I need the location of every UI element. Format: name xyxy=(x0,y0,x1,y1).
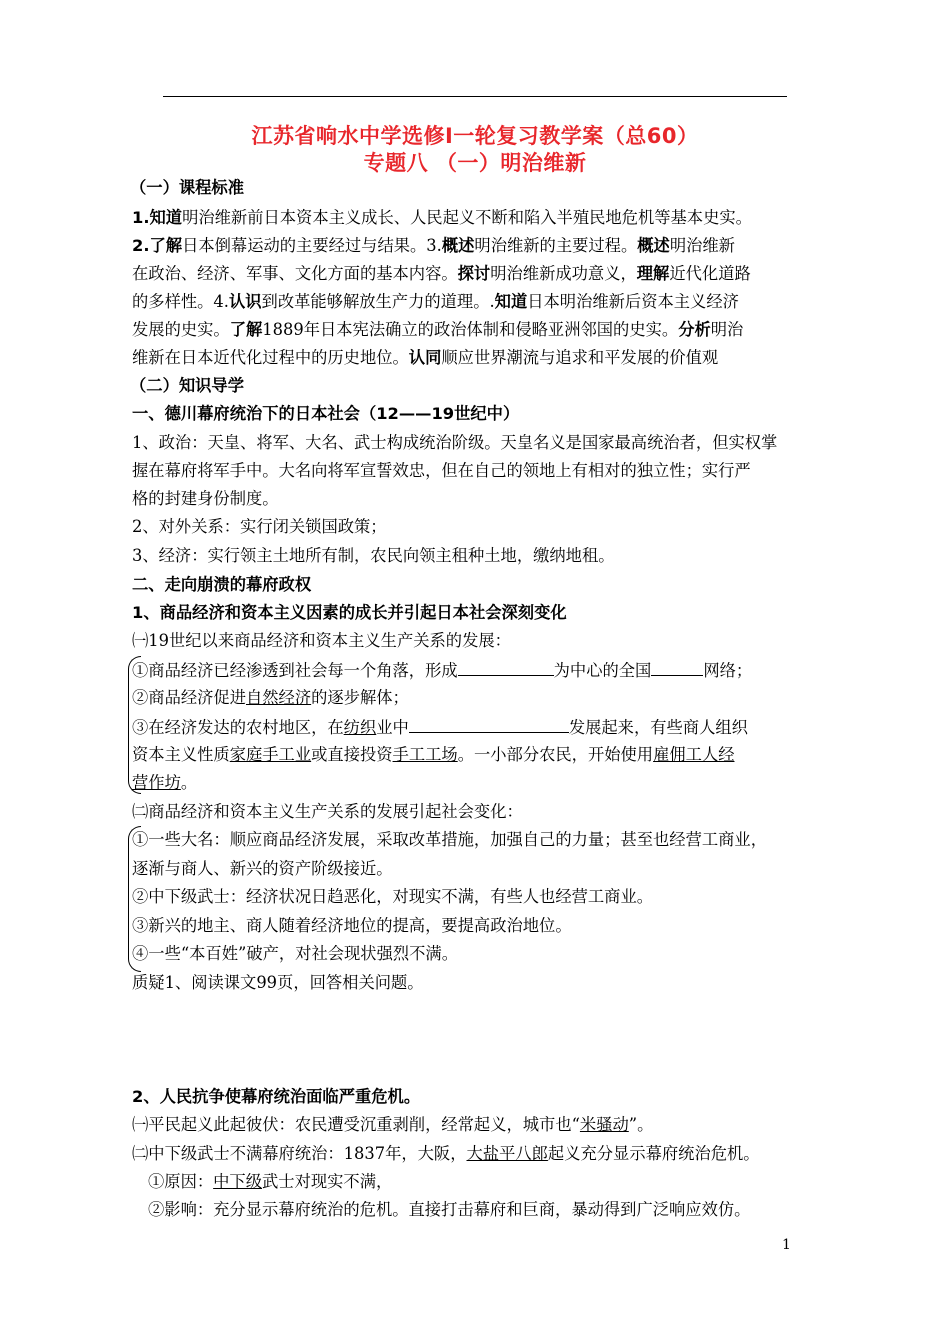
text: 发展起来，有些商人组织 xyxy=(568,718,748,737)
text: 近代化道路 xyxy=(669,264,751,283)
list-item xyxy=(132,661,752,679)
subheading-1: 1、商品经济和资本主义因素的成长并引起日本社会深刻变化 xyxy=(132,603,567,622)
text: ①原因： xyxy=(148,1172,214,1191)
document-subtitle: 专题八 （一）明治维新 xyxy=(363,151,587,175)
fill-blank[interactable] xyxy=(409,718,569,733)
text: ①商品经济已经渗透到社会每一个角落，形成 xyxy=(132,661,458,680)
text: 网络； xyxy=(703,661,753,680)
text: 维新在日本近代化过程中的历史地位。 xyxy=(132,348,409,367)
list-item: ②中下级武士：经济状况日趋恶化，对现实不满，有些人也经营工商业。 xyxy=(132,887,654,906)
text: ”。 xyxy=(628,1115,654,1134)
text: 为中心的全国 xyxy=(553,661,652,680)
text: 的多样性。4. xyxy=(132,292,229,311)
standards-line-2 xyxy=(132,238,735,254)
text: 的逐步解体； xyxy=(311,688,409,707)
standards-line-3 xyxy=(132,266,751,282)
keyword: 1.知道 xyxy=(132,208,183,227)
text: 。一小部分农民，开始使用 xyxy=(457,745,654,764)
list-item xyxy=(148,1174,392,1190)
text: ②商品经济促进 xyxy=(132,688,246,707)
keyword: 知道 xyxy=(494,292,528,311)
section-heading-guide: （二）知识导学 xyxy=(130,376,244,395)
text: 发展的史实。 xyxy=(132,320,230,339)
text: 明治维新的主要过程。 xyxy=(474,236,638,255)
underlined-term: 中下级 xyxy=(213,1172,262,1191)
list-item: ④一些“本百姓”破产，对社会现状强烈不满。 xyxy=(132,944,458,963)
keyword: 认识 xyxy=(228,292,262,311)
fill-blank[interactable] xyxy=(651,661,703,676)
list-item xyxy=(132,775,197,791)
subheading-2: 2、人民抗争使幕府统治面临严重危机。 xyxy=(132,1087,421,1106)
paragraph-line: 握在幕府将军手中。大名向将军宣誓效忠，但在自己的领地上有相对的独立性；实行严 xyxy=(132,461,751,480)
list-heading: ㈠19世纪以来商品经济和资本主义生产关系的发展： xyxy=(132,631,511,650)
text: 到改革能够解放生产力的道理。. xyxy=(261,292,495,311)
list-item: ①一些大名：顺应商品经济发展，采取改革措施，加强自己的力量；甚至也经营工商业， xyxy=(132,830,767,849)
list-item xyxy=(132,1117,653,1133)
text: 起义充分显示幕府统治危机。 xyxy=(547,1144,760,1163)
list-item: 逐渐与商人、新兴的资产阶级接近。 xyxy=(132,859,393,878)
text: 明治 xyxy=(710,320,744,339)
text: 明治维新前日本资本主义成长、人民起义不断和陷入半殖民地危机等基本史实。 xyxy=(182,208,752,227)
text: 日本倒幕运动的主要经过与结果。3. xyxy=(182,236,442,255)
underlined-term: 纺织 xyxy=(343,718,377,737)
underlined-term: 营作坊 xyxy=(132,773,181,792)
underlined-term: 自然经济 xyxy=(245,688,312,707)
text: 资本主义性质 xyxy=(132,745,230,764)
keyword: 理解 xyxy=(636,264,670,283)
list-item xyxy=(132,718,748,736)
text: 明治维新 xyxy=(669,236,735,255)
text: 1889年日本宪法确立的政治体制和侵略亚洲邻国的史实。 xyxy=(262,320,679,339)
paragraph-line: 1、政治：天皇、将军、大名、武士构成统治阶级。天皇名义是国家最高统治者，但实权掌 xyxy=(132,433,778,452)
list-heading: ㈡商品经济和资本主义生产关系的发展引起社会变化： xyxy=(132,802,523,821)
list-item: ②影响：充分显示幕府统治的危机。直接打击幕府和巨商，暴动得到广泛响应效仿。 xyxy=(148,1200,751,1219)
fill-blank[interactable] xyxy=(458,661,554,676)
standards-line-4 xyxy=(132,294,739,310)
text: 。 xyxy=(180,773,198,792)
part-heading-2: 二、走向崩溃的幕府政权 xyxy=(132,575,312,594)
section-heading-standards: （一）课程标准 xyxy=(130,178,244,197)
text: 明治维新成功意义， xyxy=(490,264,637,283)
standards-line-5 xyxy=(132,322,743,338)
keyword: 认同 xyxy=(408,348,442,367)
underlined-term: 雇佣工人经 xyxy=(653,745,735,764)
underlined-term: 米骚动 xyxy=(579,1115,629,1134)
part-heading-1: 一、德川幕府统治下的日本社会（12——19世纪中） xyxy=(132,404,520,423)
text: ㈠平民起义此起彼伏：农民遭受沉重剥削，经常起义，城市也“ xyxy=(132,1115,580,1134)
list-item: ③新兴的地主、商人随着经济地位的提高，要提高政治地位。 xyxy=(132,916,572,935)
underlined-term: 手工工场 xyxy=(392,745,458,764)
keyword: 分析 xyxy=(678,320,711,339)
underlined-term: 家庭手工业 xyxy=(229,745,312,764)
question-line: 质疑1、阅读课文99页，回答相关问题。 xyxy=(132,973,424,992)
standards-line-6 xyxy=(132,350,718,366)
text: 或直接投资 xyxy=(311,745,393,764)
keyword: 概述 xyxy=(441,236,475,255)
keyword: 概述 xyxy=(637,236,670,255)
text: ③在经济发达的农村地区，在 xyxy=(132,718,344,737)
paragraph-line: 2、对外关系：实行闭关锁国政策； xyxy=(132,517,387,536)
keyword: 了解 xyxy=(229,320,263,339)
keyword: 探讨 xyxy=(457,264,491,283)
list-item xyxy=(132,690,409,706)
paragraph-line: 格的封建身份制度。 xyxy=(132,489,279,508)
underlined-term: 大盐平八郎 xyxy=(466,1144,548,1163)
document-title: 江苏省响水中学选修Ⅰ一轮复习教学案（总60） xyxy=(251,124,699,148)
standards-line-1 xyxy=(132,210,752,226)
text: 在政治、经济、军事、文化方面的基本内容。 xyxy=(132,264,458,283)
paragraph-line: 3、经济：实行领主土地所有制，农民向领主租种土地，缴纳地租。 xyxy=(132,546,615,565)
text: ㈡中下级武士不满幕府统治：1837年，大阪， xyxy=(132,1144,467,1163)
text: 日本明治维新后资本主义经济 xyxy=(527,292,739,311)
list-item xyxy=(132,747,735,763)
header-rule xyxy=(163,96,787,97)
text: 顺应世界潮流与追求和平发展的价值观 xyxy=(441,348,719,367)
page-number: 1 xyxy=(782,1237,791,1253)
list-item xyxy=(132,1146,760,1162)
keyword: 2.了解 xyxy=(132,236,183,255)
text: 武士对现实不满， xyxy=(262,1172,393,1191)
text: 业中 xyxy=(376,718,409,737)
